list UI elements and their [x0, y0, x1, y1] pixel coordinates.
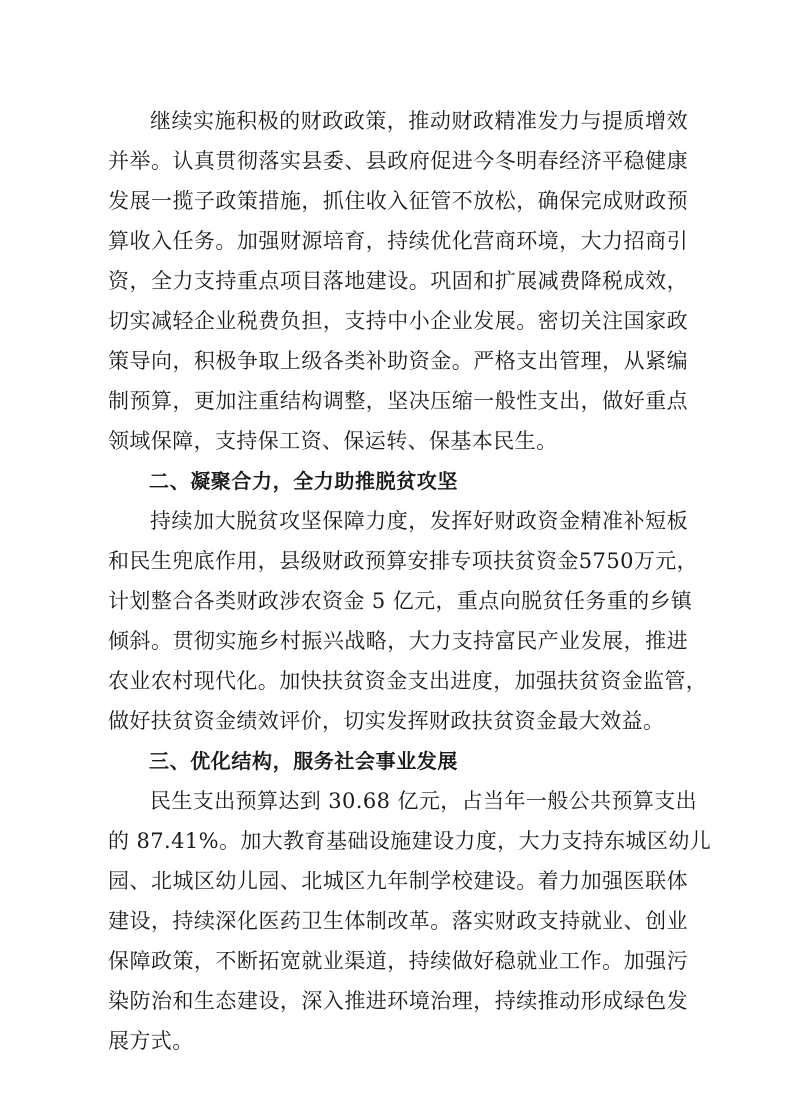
- paragraph-line: 发展一揽子政策措施，抓住收入征管不放松，确保完成财政预: [108, 189, 688, 213]
- paragraph-line: 保障政策，不断拓宽就业渠道，持续做好稳就业工作。加强污: [108, 949, 688, 973]
- paragraph-line: 建设，持续深化医药卫生体制改革。落实财政支持就业、创业: [108, 909, 688, 933]
- paragraph-line: 染防治和生态建设，深入推进环境治理，持续推动形成绿色发: [108, 989, 688, 1013]
- paragraph-line: 倾斜。贯彻实施乡村振兴战略，大力支持富民产业发展，推进: [108, 629, 688, 653]
- section-heading: 二、凝聚合力，全力助推脱贫攻坚: [149, 469, 458, 493]
- paragraph-line: 计划整合各类财政涉农资金 5 亿元，重点向脱贫任务重的乡镇: [108, 589, 693, 613]
- paragraph-line: 领域保障，支持保工资、保运转、保基本民生。: [108, 429, 558, 453]
- paragraph-line: 制预算，更加注重结构调整，坚决压缩一般性支出，做好重点: [108, 389, 688, 413]
- paragraph-line: 民生支出预算达到 30.68 亿元，占当年一般公共预算支出: [150, 789, 698, 813]
- paragraph-line: 资，全力支持重点项目落地建设。巩固和扩展减费降税成效，: [108, 269, 688, 293]
- paragraph-line: 园、北城区幼儿园、北城区九年制学校建设。着力加强医联体: [108, 869, 688, 893]
- section-heading: 三、优化结构，服务社会事业发展: [149, 749, 458, 773]
- paragraph-line: 切实减轻企业税费负担，支持中小企业发展。密切关注国家政: [108, 309, 688, 333]
- paragraph-line: 做好扶贫资金绩效评价，切实发挥财政扶贫资金最大效益。: [108, 709, 665, 733]
- paragraph-line: 和民生兜底作用，县级财政预算安排专项扶贫资金5750万元，: [108, 549, 699, 573]
- paragraph-line: 的 87.41%。加大教育基础设施建设力度，大力支持东城区幼儿: [108, 829, 712, 853]
- paragraph-line: 算收入任务。加强财源培育，持续优化营商环境，大力招商引: [108, 229, 688, 253]
- paragraph-line: 并举。认真贯彻落实县委、县政府促进今冬明春经济平稳健康: [108, 149, 688, 173]
- paragraph-line: 策导向，积极争取上级各类补助资金。严格支出管理，从紧编: [108, 349, 688, 373]
- paragraph-line: 继续实施积极的财政政策，推动财政精准发力与提质增效: [150, 109, 688, 133]
- paragraph-line: 持续加大脱贫攻坚保障力度，发挥好财政资金精准补短板: [150, 509, 688, 533]
- paragraph-line: 展方式。: [108, 1029, 194, 1053]
- paragraph-line: 农业农村现代化。加快扶贫资金支出进度，加强扶贫资金监管，: [108, 669, 708, 693]
